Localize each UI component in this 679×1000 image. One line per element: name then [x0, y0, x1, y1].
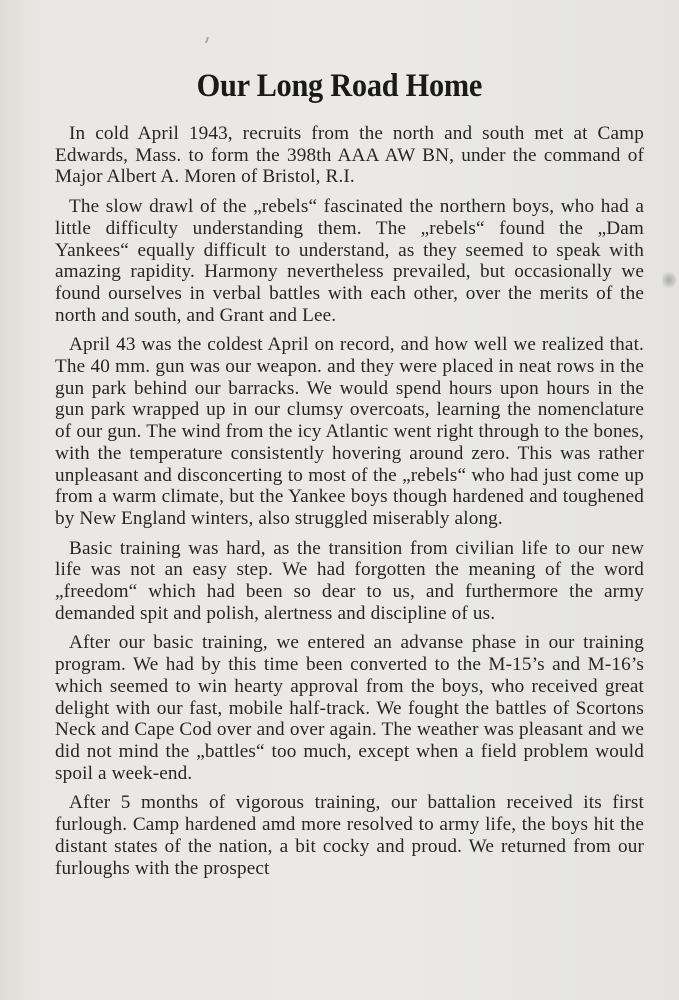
paragraph-1: In cold April 1943, recruits from the north and south met at Camp Edwards, Mass. to form the 398th AAA AW BN, under the command of Major Albert A. Moren of Bristol, R.I.: [55, 123, 644, 188]
paragraph-6: After 5 months of vigorous training, our battalion received its first furlough. Camp hardened amd more resolved to army life, the boys hit the distant states of the nation, a bit cocky and proud. We returned from our furloughs with the prospect: [55, 792, 644, 879]
body-text: [55, 123, 644, 879]
paper-stain: [662, 270, 676, 290]
paragraph-2: The slow drawl of the „rebels“ fascinated the northern boys, who had a little difficulty understanding them. The „rebels“ found the „Dam Yankees“ equally difficult to understand, as they seemed to speak with amazing rapidity. Harmony nevertheless prevailed, but occasionally we found ourselves in verbal battles with each other, over the merits of the north and south, and Grant and Lee.: [55, 196, 644, 326]
paragraph-3: April 43 was the coldest April on record, and how well we realized that. The 40 mm. gun was our weapon. and they were placed in neat rows in the gun park behind our barracks. We would spend hours upon hours in the gun park wrapped up in our clumsy overcoats, learning the nomenclature of our gun. The wind from the icy Atlantic went right through to the bones, with the temperature consistently hovering around zero. This was rather unpleasant and disconcerting to most of the „rebels“ who had just come up from a warm climate, but the Yankee boys though hardened and toughened by New England winters, also struggled miserably along.: [55, 334, 644, 529]
paragraph-4: Basic training was hard, as the transition from civilian life to our new life was not an easy step. We had forgotten the meaning of the word „freedom“ which had been so dear to us, and furthermore the army demanded spit and polish, alertness and discipline of us.: [55, 537, 644, 624]
paper-speck: [205, 37, 209, 43]
page-title: Our Long Road Home: [196, 68, 483, 104]
paragraph-5: After our basic training, we entered an advanse phase in our training program. We had by this time been converted to the M-15’s and M-16’s which seemed to win hearty approval from the boys, who received great delight with our fast, mobile half-track. We fought the battles of Scortons Neck and Cape Cod over and over again. The weather was pleasant and we did not mind the „battles“ too much, except when a field problem would spoil a week-end.: [55, 632, 644, 784]
